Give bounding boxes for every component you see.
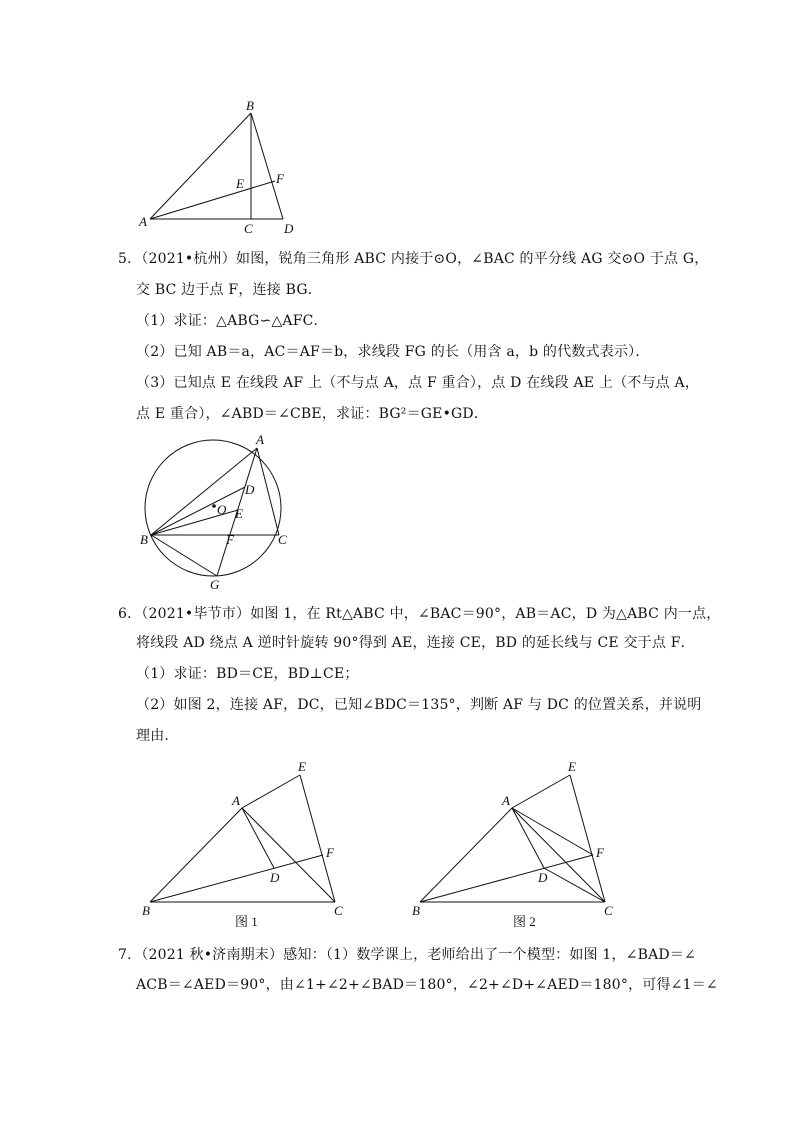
point-label-a: A: [256, 432, 264, 447]
point-label-f: F: [326, 845, 334, 860]
point-label-c: C: [604, 903, 613, 918]
point-label-e: E: [236, 176, 244, 191]
q5-line-2: 交 BC 边于点 F，连接 BG．: [136, 282, 322, 298]
q6-line-2: 将线段 AD 绕点 A 逆时针旋转 90°得到 AE，连接 CE，BD 的延长线与 CE 交于点 F．: [136, 635, 695, 651]
point-label-b: B: [246, 98, 254, 113]
q6-line-3: （1）求证：BD＝CE，BD⊥CE；: [136, 666, 359, 682]
point-label-d: D: [270, 870, 280, 885]
q7-line-2: ACB＝∠AED＝90°，由∠1+∠2+∠BAD＝180°，∠2+∠D+∠AED＝180°，可得∠1＝∠: [136, 977, 718, 993]
point-label-b: B: [412, 903, 420, 918]
point-label-g: G: [210, 577, 220, 592]
point-label-c: C: [244, 221, 253, 236]
point-label-e: E: [235, 506, 243, 521]
q5-line-1: 5．（2021•杭州）如图，锐角三角形 ABC 内接于⊙O，∠BAC 的平分线 AG 交⊙O 于点 G，: [118, 251, 709, 267]
point-label-c: C: [334, 903, 343, 918]
point-label-a: A: [502, 793, 510, 808]
figure-1-caption: 图 1: [235, 914, 258, 929]
q6-line-4: （2）如图 2，连接 AF，DC，已知∠BDC＝135°，判断 AF 与 DC 的位置关系，并说明: [136, 697, 702, 713]
q6-line-1: 6．（2021•毕节市）如图 1，在 Rt△ABC 中，∠BAC＝90°，AB＝AC，D 为△ABC 内一点，: [118, 606, 721, 622]
point-label-d: D: [284, 221, 294, 236]
point-label-c: C: [278, 532, 287, 547]
point-label-e: E: [568, 759, 576, 774]
figure-2-q6: [408, 758, 628, 933]
q5-line-6: 点 E 重合），∠ABD＝∠CBE，求证：BG²＝GE•GD．: [136, 406, 489, 422]
point-label-f: F: [596, 845, 604, 860]
figure-2-caption: 图 2: [513, 914, 536, 929]
q7-line-1: 7．（2021 秋•济南期末）感知：（1）数学课上，老师给出了一个模型：如图 1，∠BAD＝∠: [118, 947, 696, 963]
circle-figure-q5: [130, 430, 300, 595]
point-label-d: D: [538, 870, 548, 885]
q5-line-4: （2）已知 AB＝a，AC＝AF＝b，求线段 FG 的长（用含 a，b 的代数式表示）．: [136, 344, 650, 360]
point-label-f: F: [226, 532, 234, 547]
point-label-d: D: [245, 482, 255, 497]
point-label-b: B: [142, 903, 150, 918]
point-label-e: E: [298, 759, 306, 774]
point-label-o: O: [217, 502, 227, 517]
point-label-a: A: [232, 793, 240, 808]
q6-line-5: 理由．: [136, 728, 179, 744]
figure-1-q6: [138, 758, 358, 933]
q5-line-5: （3）已知点 E 在线段 AF 上（不与点 A，点 F 重合），点 D 在线段 AE 上（不与点 A，: [136, 375, 700, 391]
point-label-f: F: [276, 171, 284, 186]
triangle-figure-abd: [130, 95, 310, 240]
point-label-b: B: [140, 532, 148, 547]
point-label-a: A: [139, 214, 147, 229]
q5-line-3: （1）求证：△ABG∽△AFC．: [136, 313, 328, 329]
